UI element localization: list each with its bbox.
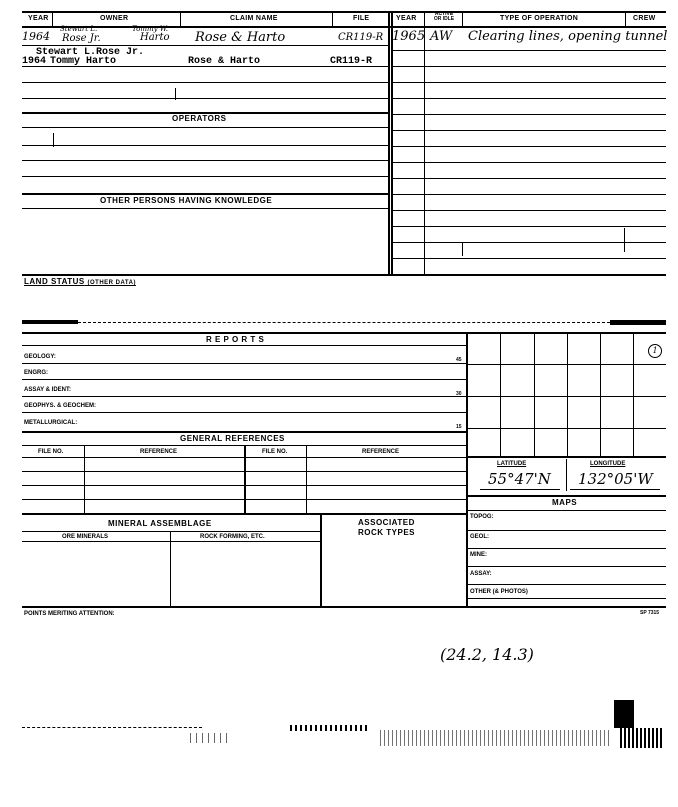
handwritten-coordinates: (24.2, 14.3) [440, 645, 534, 664]
maps-topog: TOPOG: [470, 514, 494, 520]
header-file: FILE [353, 15, 370, 22]
points-meriting-attention: POINTS MERITING ATTENTION: [24, 611, 115, 617]
latitude-value: 55°47'N [488, 470, 551, 488]
report-metallurgical: METALLURGICAL: [24, 420, 78, 426]
hw-operation: Clearing lines, opening tunnel [468, 29, 668, 44]
maps-assay: ASSAY: [470, 571, 492, 577]
maps-geol: GEOL: [470, 534, 489, 540]
maps-other: OTHER (& PHOTOS) [470, 589, 528, 595]
typed-owner-1: Stewart L.Rose Jr. [36, 47, 145, 58]
scan-noise-2 [380, 730, 610, 746]
ref-reference-2: REFERENCE [362, 449, 400, 455]
scan-noise-3 [620, 728, 664, 748]
report-assay: ASSAY & IDENT: [24, 387, 72, 393]
maps-mine: MINE: [470, 552, 487, 558]
ore-minerals-label: ORE MINERALS [62, 534, 109, 540]
hw-claim-name: Rose & Harto [195, 30, 286, 45]
header-crew: CREW [633, 15, 656, 22]
typed-file: CR119-R [330, 56, 373, 67]
typed-year: 1964 [22, 56, 47, 67]
report-number-15: 15 [456, 424, 462, 430]
land-status-heading [24, 277, 136, 286]
report-number-45: 45 [456, 357, 462, 363]
other-persons-heading: OTHER PERSONS HAVING KNOWLEDGE [100, 196, 273, 205]
scan-black-block [614, 700, 634, 728]
land-status-sub: (OTHER DATA) [87, 280, 136, 286]
hw-year: 1964 [22, 30, 50, 43]
report-engrg: ENGRG: [24, 370, 48, 376]
mineral-assemblage-title: MINERAL ASSEMBLAGE [108, 519, 212, 528]
general-references-title: GENERAL REFERENCES [180, 434, 285, 443]
header-owner: OWNER [100, 15, 129, 22]
header-active-idle: ACTIVE OR IDLE [433, 11, 455, 22]
land-status-label: LAND STATUS [24, 277, 85, 286]
hw-owner-2: Tommy W. [132, 25, 168, 33]
longitude-value: 132°05'W [578, 470, 653, 488]
grid-circle-mark: 1 [648, 344, 662, 358]
hw-file: CR119-R [338, 32, 384, 43]
longitude-label: LONGITUDE [590, 461, 626, 467]
hw-op-year: 1965 [392, 29, 426, 44]
hw-owner-1: Stewart L. [60, 25, 98, 33]
header-year: YEAR [28, 15, 49, 22]
scan-mark-left [22, 320, 78, 324]
scan-noise-1 [290, 725, 370, 731]
hw-owner-1b: Rose Jr. [62, 33, 101, 44]
report-number-30: 30 [456, 391, 462, 397]
form-number: SP 7315 [640, 610, 660, 616]
report-geology: GEOLOGY: [24, 354, 56, 360]
typed-claim-name: Rose & Harto [188, 56, 261, 67]
scan-noise-4 [190, 733, 230, 743]
operators-heading: OPERATORS [172, 114, 227, 123]
rock-forming-label: ROCK FORMING, ETC. [200, 534, 265, 540]
hw-active-idle: AW [430, 29, 453, 44]
header-year-2: YEAR [396, 15, 417, 22]
reports-title: R E P O R T S [206, 335, 265, 344]
header-type-of-operation: TYPE OF OPERATION [500, 15, 579, 22]
ref-file-no-2: FILE NO. [262, 449, 288, 455]
hw-owner-2b: Harto [140, 32, 170, 43]
maps-title: MAPS [552, 498, 578, 507]
ref-reference-1: REFERENCE [140, 449, 178, 455]
associated-label: ASSOCIATED [358, 518, 415, 527]
scan-mark-right [610, 320, 666, 325]
ref-file-no-1: FILE NO. [38, 449, 64, 455]
typed-owner-2: Tommy Harto [50, 56, 117, 67]
rock-types-label: ROCK TYPES [358, 528, 416, 537]
report-geophys: GEOPHYS. & GEOCHEM: [24, 403, 97, 409]
header-claim-name: CLAIM NAME [230, 15, 278, 22]
latitude-label: LATITUDE [497, 461, 527, 467]
